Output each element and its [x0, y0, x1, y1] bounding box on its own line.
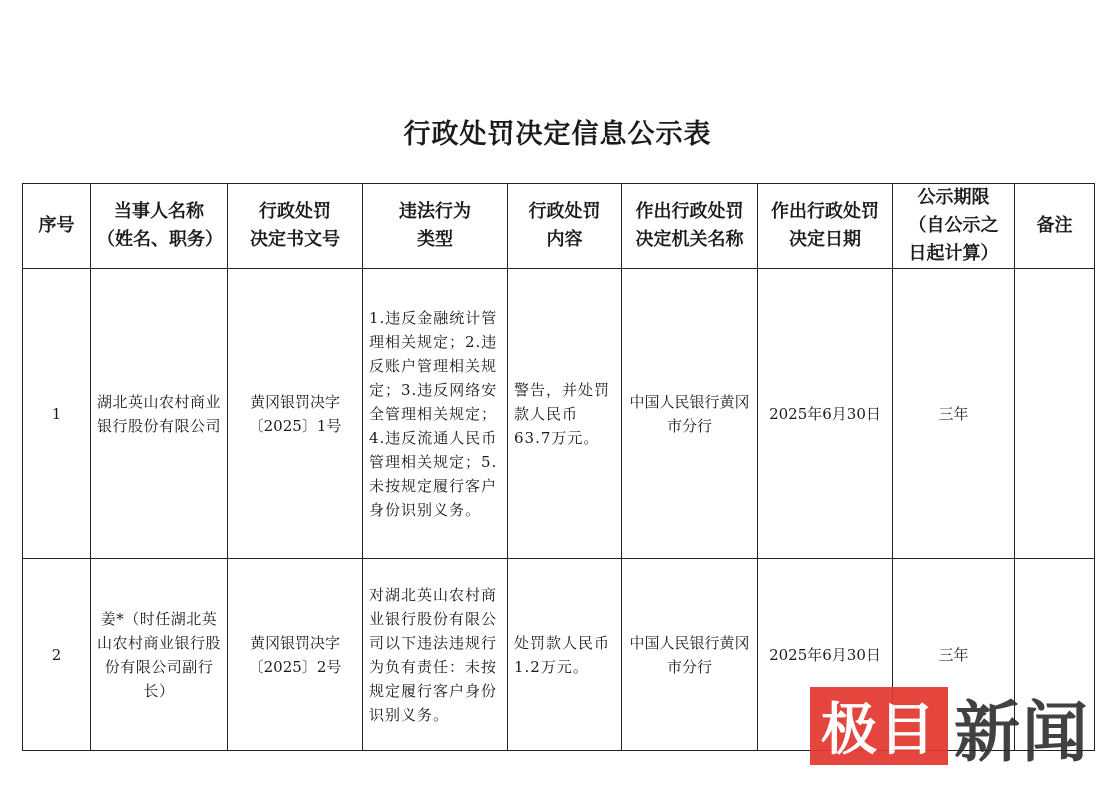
cell-content: 警告，并处罚款人民币63.7万元。 [508, 269, 622, 559]
header-period: 公示期限 （自公示之 日起计算） [893, 184, 1015, 269]
cell-period: 三年 [893, 559, 1015, 751]
cell-authority: 中国人民银行黄冈市分行 [622, 559, 758, 751]
cell-docno: 黄冈银罚决字 〔2025〕1号 [228, 269, 363, 559]
cell-date: 2025年6月30日 [758, 269, 893, 559]
cell-authority: 中国人民银行黄冈市分行 [622, 269, 758, 559]
header-seq: 序号 [23, 184, 91, 269]
penalty-table [22, 183, 1095, 751]
table-header-row [23, 184, 1095, 269]
header-docno: 行政处罚 决定书文号 [228, 184, 363, 269]
watermark-red-block: 极目 [810, 687, 948, 765]
news-watermark-logo [810, 686, 1090, 771]
cell-seq: 1 [23, 269, 91, 559]
header-violation: 违法行为 类型 [363, 184, 508, 269]
cell-period: 三年 [893, 269, 1015, 559]
cell-seq: 2 [23, 559, 91, 751]
cell-content: 处罚款人民币1.2万元。 [508, 559, 622, 751]
cell-violation: 对湖北英山农村商业银行股份有限公司以下违法违规行为负有责任：未按规定履行客户身份识别义务。 [363, 559, 508, 751]
cell-date: 2025年6月30日 [758, 559, 893, 751]
cell-party: 湖北英山农村商业银行股份有限公司 [91, 269, 228, 559]
cell-remark [1015, 269, 1095, 559]
cell-violation: 1.违反金融统计管理相关规定；2.违反账户管理相关规定；3.违反网络安全管理相关规定；4.违反流通人民币管理相关规定；5.未按规定履行客户身份识别义务。 [363, 269, 508, 559]
table-row [23, 269, 1095, 559]
cell-party: 姜*（时任湖北英山农村商业银行股份有限公司副行长） [91, 559, 228, 751]
page-title: 行政处罚决定信息公示表 [403, 119, 712, 150]
header-content: 行政处罚 内容 [508, 184, 622, 269]
watermark-text: 新闻 [954, 692, 1090, 771]
header-date: 作出行政处罚 决定日期 [758, 184, 893, 269]
header-remark: 备注 [1015, 184, 1095, 269]
header-party: 当事人名称 （姓名、职务） [91, 184, 228, 269]
cell-docno: 黄冈银罚决字 〔2025〕2号 [228, 559, 363, 751]
header-authority: 作出行政处罚 决定机关名称 [622, 184, 758, 269]
